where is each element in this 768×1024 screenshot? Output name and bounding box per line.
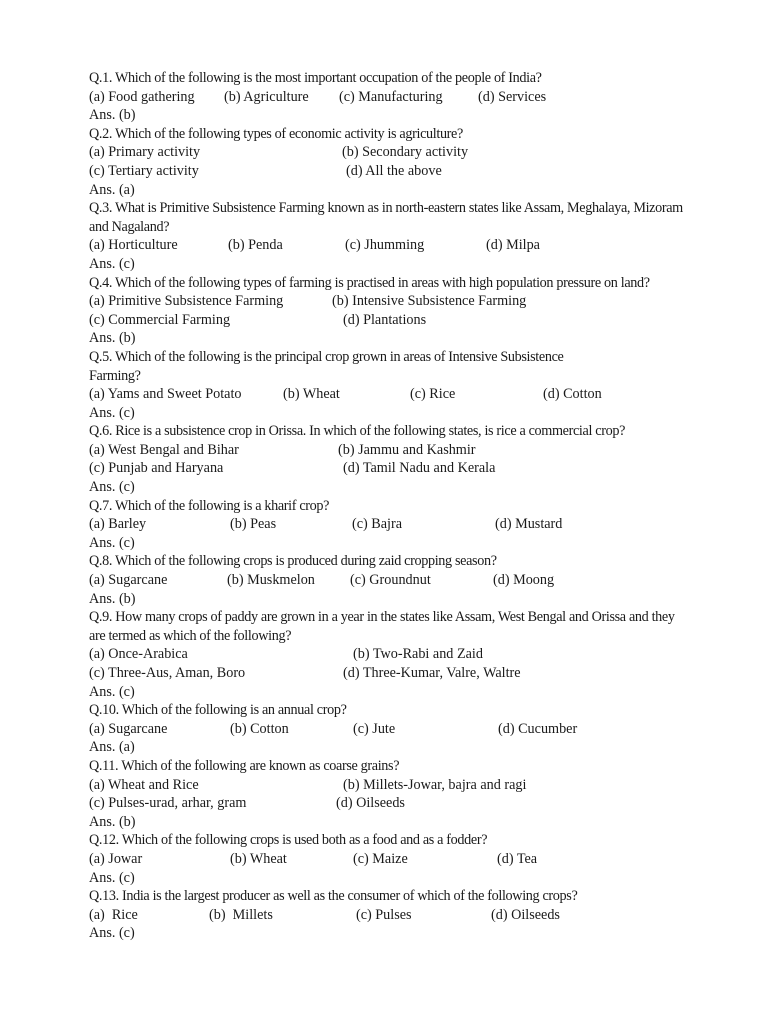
option-4c: (c) Commercial Farming — [89, 311, 231, 328]
option-10a: (a) Sugarcane — [89, 720, 168, 737]
options-row-4b — [89, 311, 699, 330]
options-row-11b — [89, 794, 699, 813]
option-12d: (d) Tea — [497, 850, 538, 867]
option-6c: (c) Punjab and Haryana — [89, 460, 224, 477]
option-9a: (a) Once-Arabica — [89, 646, 188, 663]
options-row-11a — [89, 776, 699, 795]
option-10c: (c) Jute — [353, 720, 396, 737]
option-3c: (c) Jhumming — [345, 237, 425, 254]
question-12: Q.12. Which of the following crops is used both as a food and as a fodder? — [89, 832, 488, 849]
options-row-13 — [89, 906, 699, 925]
option-3b: (b) Penda — [228, 237, 283, 254]
option-4a: (a) Primitive Subsistence Farming — [89, 293, 284, 310]
options-row-1 — [89, 88, 699, 107]
answer-13: Ans. (c) — [89, 925, 135, 942]
option-12c: (c) Maize — [353, 850, 408, 867]
option-5d: (d) Cotton — [543, 386, 602, 403]
option-9c: (c) Three-Aus, Aman, Boro — [89, 665, 246, 681]
answer-11: Ans. (b) — [89, 813, 136, 830]
options-row-9b — [89, 664, 699, 683]
option-6b: (b) Jammu and Kashmir — [338, 441, 476, 458]
option-3d: (d) Milpa — [486, 237, 540, 254]
options-row-2a — [89, 143, 699, 162]
option-9d: (d) Three-Kumar, Valre, Waltre — [343, 665, 521, 681]
option-13d: (d) Oilseeds — [491, 906, 560, 923]
option-1c: (c) Manufacturing — [339, 88, 443, 105]
question-9: Q.9. How many crops of paddy are grown in a year in the states like Assam, West Bengal and Orissa and they are termed as which of the following? — [89, 609, 675, 644]
question-4: Q.4. Which of the following types of farming is practised in areas with high population pressure on land? — [89, 274, 650, 291]
answer-10: Ans. (a) — [89, 739, 135, 756]
options-row-5 — [89, 385, 699, 404]
option-5b: (b) Wheat — [283, 386, 340, 403]
quiz-document — [89, 69, 699, 943]
option-11b: (b) Millets-Jowar, bajra and ragi — [343, 776, 527, 793]
options-row-10 — [89, 720, 699, 739]
option-11a: (a) Wheat and Rice — [89, 776, 199, 793]
options-row-8 — [89, 571, 699, 590]
answer-5: Ans. (c) — [89, 404, 135, 421]
option-8c: (c) Groundnut — [350, 572, 431, 589]
options-row-9a — [89, 645, 699, 664]
question-7: Q.7. Which of the following is a kharif crop? — [89, 497, 330, 514]
option-8d: (d) Moong — [493, 572, 555, 589]
option-13c: (c) Pulses — [356, 906, 412, 923]
question-11: Q.11. Which of the following are known as coarse grains? — [89, 757, 400, 774]
option-7b: (b) Peas — [230, 516, 277, 533]
option-4d: (d) Plantations — [343, 311, 427, 328]
answer-3: Ans. (c) — [89, 255, 135, 272]
question-8: Q.8. Which of the following crops is produced during zaid cropping season? — [89, 553, 497, 570]
question-13: Q.13. India is the largest producer as well as the consumer of which of the following crops? — [89, 888, 578, 905]
option-8a: (a) Sugarcane — [89, 572, 168, 589]
option-2d: (d) All the above — [346, 162, 442, 179]
option-7c: (c) Bajra — [352, 516, 403, 533]
option-5a: (a) Yams and Sweet Potato — [89, 386, 242, 403]
option-6d: (d) Tamil Nadu and Kerala — [343, 460, 496, 477]
option-2c: (c) Tertiary activity — [89, 162, 199, 179]
options-row-4a — [89, 292, 699, 311]
question-3: Q.3. What is Primitive Subsistence Farming known as in north-eastern states like Assam, Meghalaya, Mizoram and Nagaland? — [89, 200, 683, 235]
option-6a: (a) West Bengal and Bihar — [89, 441, 239, 458]
option-12b: (b) Wheat — [230, 850, 287, 867]
answer-4: Ans. (b) — [89, 330, 136, 347]
option-1b: (b) Agriculture — [224, 88, 309, 105]
option-1d: (d) Services — [478, 88, 547, 105]
option-11c: (c) Pulses-urad, arhar, gram — [89, 795, 247, 812]
option-7d: (d) Mustard — [495, 516, 563, 533]
option-4b: (b) Intensive Subsistence Farming — [332, 293, 527, 310]
option-2b: (b) Secondary activity — [342, 144, 469, 161]
option-2a: (a) Primary activity — [89, 144, 201, 161]
option-13a: (a) Rice — [89, 906, 138, 923]
answer-2: Ans. (a) — [89, 181, 135, 198]
options-row-6b — [89, 459, 699, 478]
question-6: Q.6. Rice is a subsistence crop in Orissa. In which of the following states, is rice a commercial crop? — [89, 423, 626, 440]
option-13b: (b) Millets — [209, 906, 273, 923]
option-9b: (b) Two-Rabi and Zaid — [353, 646, 483, 663]
options-row-6a — [89, 441, 699, 460]
answer-6: Ans. (c) — [89, 479, 135, 496]
option-10b: (b) Cotton — [230, 720, 289, 737]
options-row-3 — [89, 236, 699, 255]
options-row-7 — [89, 515, 699, 534]
answer-7: Ans. (c) — [89, 534, 135, 551]
question-10: Q.10. Which of the following is an annual crop? — [89, 702, 347, 719]
option-11d: (d) Oilseeds — [336, 795, 405, 812]
option-3a: (a) Horticulture — [89, 237, 178, 254]
answer-1: Ans. (b) — [89, 107, 136, 124]
question-5: Q.5. Which of the following is the principal crop grown in areas of Intensive Subsistence Farming? — [89, 348, 564, 384]
option-12a: (a) Jowar — [89, 850, 143, 867]
question-2: Q.2. Which of the following types of economic activity is agriculture? — [89, 125, 463, 142]
options-row-2b — [89, 162, 699, 181]
option-7a: (a) Barley — [89, 516, 147, 533]
answer-12: Ans. (c) — [89, 869, 135, 886]
question-1: Q.1. Which of the following is the most important occupation of the people of India? — [89, 70, 542, 86]
answer-9: Ans. (c) — [89, 683, 135, 700]
answer-8: Ans. (b) — [89, 590, 136, 607]
option-1a: (a) Food gathering — [89, 88, 195, 105]
option-5c: (c) Rice — [410, 386, 456, 403]
option-10d: (d) Cucumber — [498, 720, 578, 737]
option-8b: (b) Muskmelon — [227, 572, 315, 589]
options-row-12 — [89, 850, 699, 869]
